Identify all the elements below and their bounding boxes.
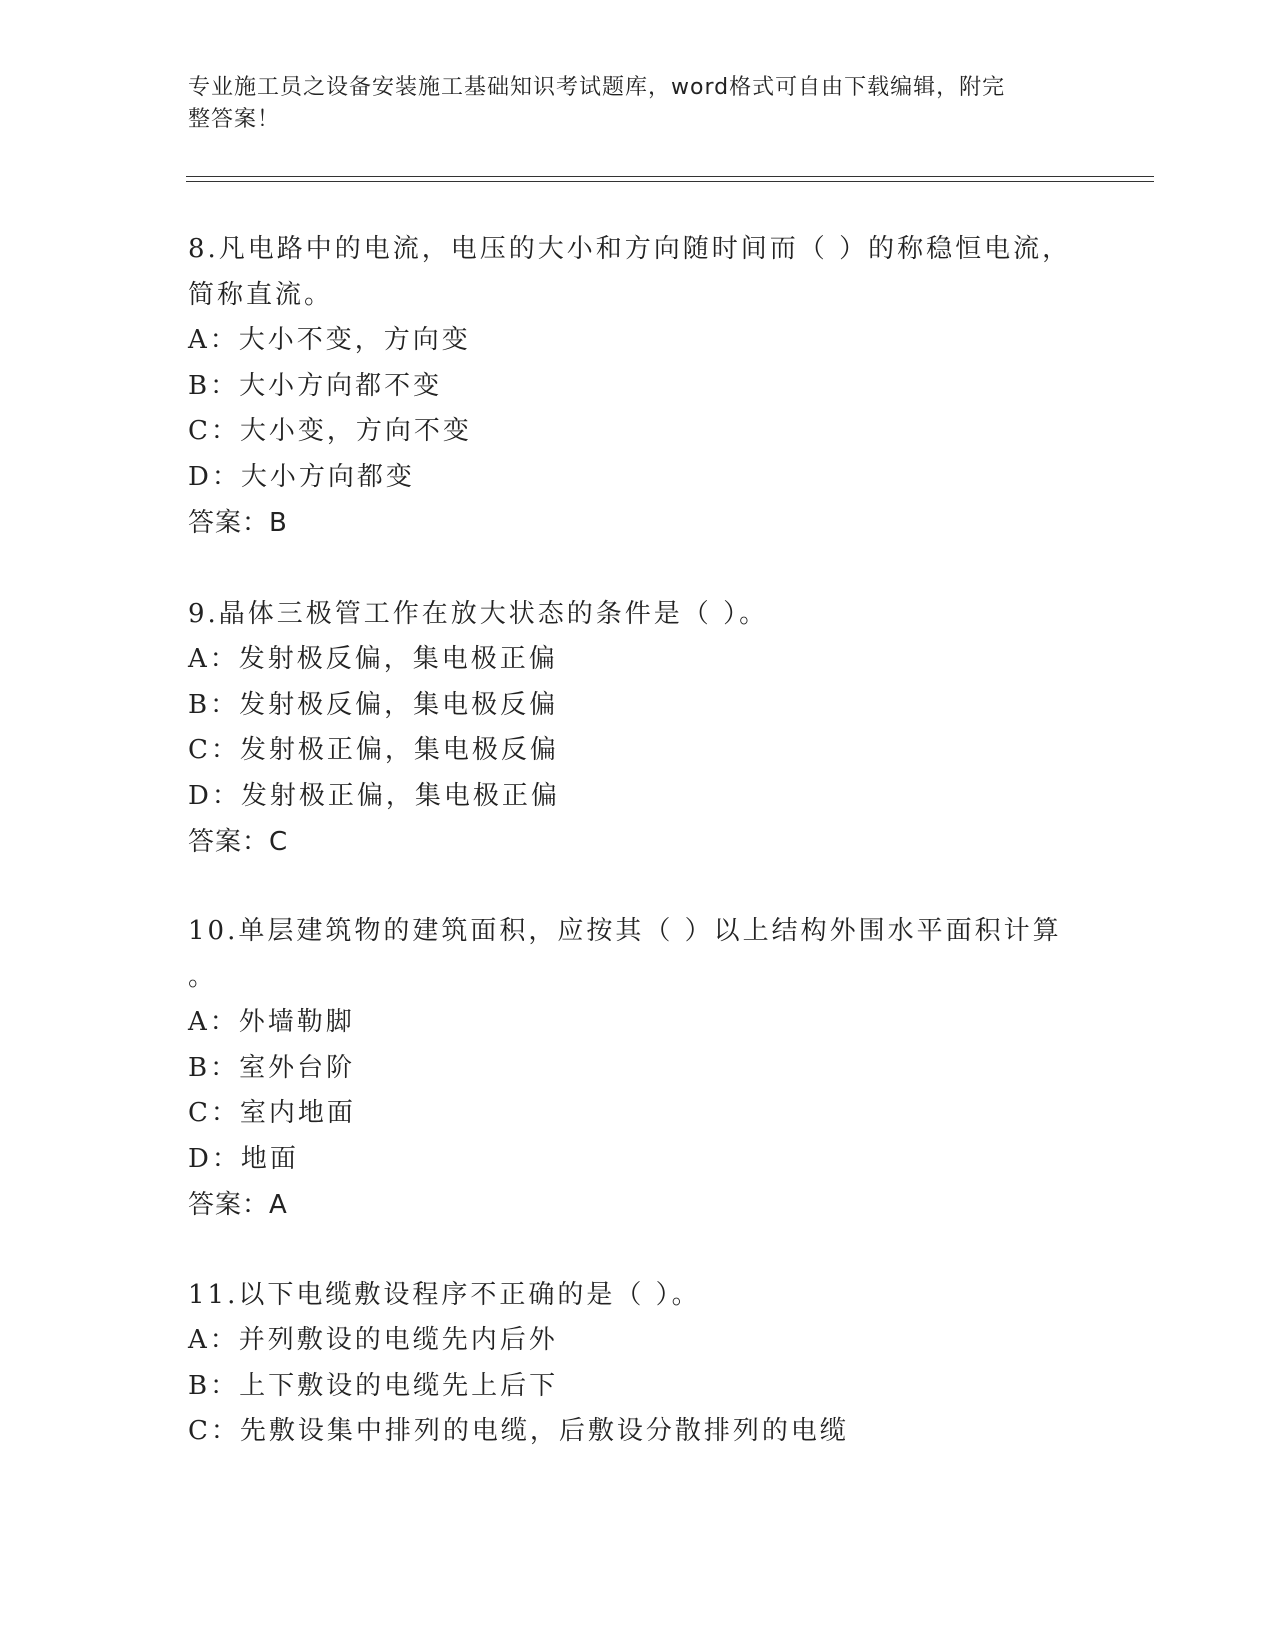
question-stem-line: 简称直流。 bbox=[188, 280, 334, 310]
question-10 bbox=[188, 908, 1088, 1228]
document-header bbox=[188, 72, 1088, 136]
header-line-1: 专业施工员之设备安装施工基础知识考试题库，word格式可自由下载编辑，附完 bbox=[188, 75, 1006, 100]
option-c: C：大小变，方向不变 bbox=[188, 416, 472, 446]
option-b: B：发射极反偏，集电极反偏 bbox=[188, 689, 559, 720]
header-line-2: 整答案！ bbox=[188, 107, 281, 132]
question-stem-line: 。 bbox=[188, 962, 218, 992]
question-stem-line: 11.以下电缆敷设程序不正确的是（ ）。 bbox=[188, 1280, 701, 1310]
option-b: B：大小方向都不变 bbox=[188, 370, 443, 401]
answer-label: 答案：A bbox=[188, 1190, 288, 1220]
question-8 bbox=[188, 226, 1088, 546]
header-divider-bottom bbox=[186, 181, 1154, 182]
option-a: A：大小不变，方向变 bbox=[188, 325, 471, 355]
option-d: D：地面 bbox=[188, 1143, 299, 1174]
option-c: C：室内地面 bbox=[188, 1098, 356, 1128]
option-a: A：并列敷设的电缆先内后外 bbox=[188, 1325, 558, 1355]
answer-label: 答案：B bbox=[188, 508, 288, 538]
question-stem-line: 9.晶体三极管工作在放大状态的条件是（ ）。 bbox=[188, 599, 769, 629]
option-a: A：发射极反偏，集电极正偏 bbox=[188, 644, 558, 674]
option-b: B：上下敷设的电缆先上后下 bbox=[188, 1370, 559, 1401]
question-stem-line: 8.凡电路中的电流，电压的大小和方向随时间而（ ）的称稳恒电流， bbox=[188, 234, 1072, 264]
answer-label: 答案：C bbox=[188, 827, 289, 857]
question-9 bbox=[188, 591, 1088, 865]
option-b: B：室外台阶 bbox=[188, 1052, 356, 1083]
option-a: A：外墙勒脚 bbox=[188, 1007, 355, 1037]
header-divider-top bbox=[186, 176, 1154, 177]
option-d: D：发射极正偏，集电极正偏 bbox=[188, 780, 560, 811]
option-d: D：大小方向都变 bbox=[188, 461, 415, 492]
question-stem-line: 10.单层建筑物的建筑面积，应按其（ ）以上结构外围水平面积计算 bbox=[188, 916, 1062, 946]
option-c: C：发射极正偏，集电极反偏 bbox=[188, 735, 559, 765]
option-c: C：先敷设集中排列的电缆，后敷设分散排列的电缆 bbox=[188, 1416, 849, 1446]
question-11 bbox=[188, 1272, 1088, 1455]
